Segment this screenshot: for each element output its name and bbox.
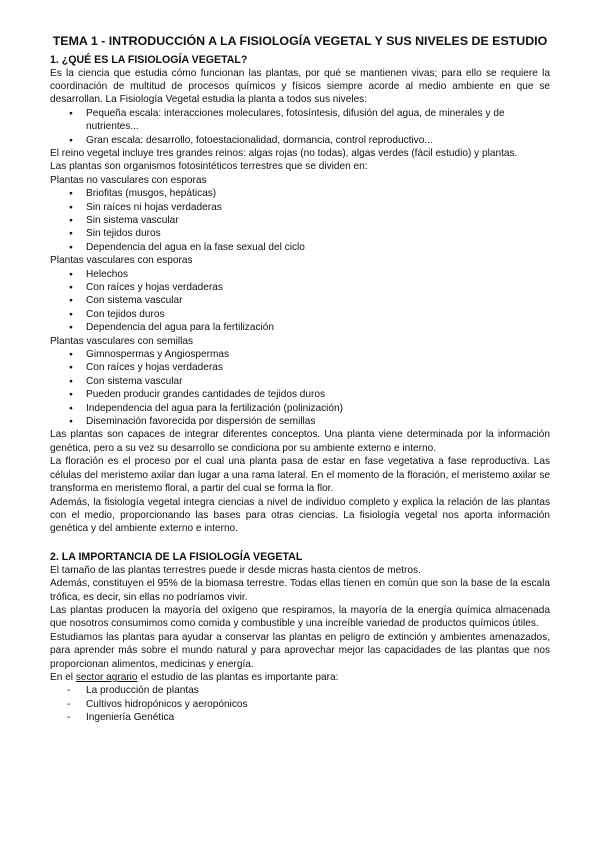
- uses-list: [50, 684, 550, 724]
- paragraph: Estudiamos las plantas para ayudar a conservar las plantas en peligro de extinción y ambientes amenazados, para aprender más sobre el mundo natural y para aprovechar mejor las capacidades de las plantas que nos proporcionan alimentos, medicinas y energía.: [50, 631, 550, 670]
- list-item: ● Con raíces y hojas verdaderas: [50, 361, 550, 374]
- list-item: - Cultivos hidropónicos y aeropónicos: [50, 698, 550, 711]
- document-title: TEMA 1 - INTRODUCCIÓN A LA FISIOLOGÍA VEGETAL Y SUS NIVELES DE ESTUDIO: [52, 34, 548, 48]
- group-1-list: [50, 187, 550, 254]
- group-2-list: [50, 268, 550, 335]
- levels-list: [50, 107, 550, 147]
- paragraph: Además, constituyen el 95% de la biomasa terrestre. Todas ellas tienen en común que son la base de la escala trófica, es decir, sin ellas no podríamos vivir.: [50, 578, 550, 603]
- list-item: ● Sin tejidos duros: [50, 227, 550, 240]
- text-run: En el: [50, 671, 76, 683]
- list-item: - Ingeniería Genética: [50, 711, 550, 724]
- list-item: ● Diseminación favorecida por dispersión de semillas: [50, 415, 550, 428]
- paragraph: Además, la fisiología vegetal integra ciencias a nivel de individuo completo y explica la relación de las plantas con el medio, proporcionando las bases para otras ciencias. La fisiología vegetal nos aporta información genética y del ambiente externo e interno.: [50, 496, 550, 535]
- list-item: ● Con raíces y hojas verdaderas: [50, 281, 550, 294]
- list-item: ● Con sistema vascular: [50, 375, 550, 388]
- list-item: ● Gran escala: desarrollo, fotoestacionalidad, dormancia, control reproductivo...: [50, 134, 550, 147]
- group-title: Plantas vasculares con semillas: [50, 335, 194, 347]
- paragraph: La floración es el proceso por el cual una planta pasa de estar en fase vegetativa a fase reproductiva. Las células del meristemo axilar dan lugar a una rama lateral. En el momento de la floración, el meristemo axilar se transforma en meristemo floral, a partir del cual se forma la flor.: [50, 456, 550, 495]
- list-item: ● Con sistema vascular: [50, 294, 550, 307]
- paragraph: Las plantas producen la mayoría del oxígeno que respiramos, la mayoría de la energía química almacenada que nosotros consumimos como comida y combustible y una increíble variedad de productos químicos útiles.: [50, 604, 550, 630]
- list-item: - La producción de plantas: [50, 684, 550, 697]
- list-item: ● Con tejidos duros: [50, 308, 550, 321]
- paragraph: Las plantas son capaces de integrar diferentes conceptos. Una planta viene determinada por la información genética, pero a su vez su desarrollo se condiciona por su ambiente externo e interno.: [50, 429, 550, 454]
- list-item: ● Pueden producir grandes cantidades de tejidos duros: [50, 388, 550, 401]
- list-item: ● Sin sistema vascular: [50, 214, 550, 227]
- list-item: ● Dependencia del agua para la fertilización: [50, 321, 550, 334]
- group-3-list: [50, 348, 550, 428]
- list-item: ● Dependencia del agua en la fase sexual del ciclo: [50, 241, 550, 254]
- list-item: ● Helechos: [50, 268, 550, 281]
- group-title: Plantas no vasculares con esporas: [50, 174, 207, 186]
- text-run: el estudio de las plantas es importante para:: [137, 671, 339, 683]
- paragraph: Es la ciencia que estudia cómo funcionan las plantas, por qué se mantienen vivas; para ello se requiere la coordinación de multitud de procesos químicos y físicos siempre acorde al medio ambiente en que se desarrollan. La Fisiología Vegetal estudia la planta a todos sus niveles:: [50, 67, 550, 106]
- section-2-heading: 2. LA IMPORTANCIA DE LA FISIOLOGÍA VEGETAL: [50, 550, 303, 563]
- list-item: ● Briofitas (musgos, hepáticas): [50, 187, 550, 200]
- sector-agrario-link[interactable]: sector agrario: [75, 671, 138, 683]
- paragraph: El tamaño de las plantas terrestres puede ir desde micras hasta cientos de metros.: [50, 564, 421, 576]
- paragraph: Las plantas son organismos fotosintéticos terrestres que se dividen en:: [50, 161, 368, 173]
- list-item: ● Gimnospermas y Angiospermas: [50, 348, 550, 361]
- list-item: ● Sin raíces ni hojas verdaderas: [50, 201, 550, 214]
- section-1-heading: 1. ¿QUÉ ES LA FISIOLOGÍA VEGETAL?: [50, 53, 248, 66]
- list-item: ● Independencia del agua para la fertilización (polinización): [50, 402, 550, 415]
- paragraph: El reino vegetal incluye tres grandes reinos: algas rojas (no todas), algas verdes (fácil estudio) y plantas.: [50, 147, 518, 159]
- list-item: ● Pequeña escala: interacciones moleculares, fotosíntesis, difusión del agua, de minerales y de nutrientes...: [50, 107, 550, 134]
- section-spacer: [50, 536, 550, 550]
- group-title: Plantas vasculares con esporas: [50, 255, 193, 267]
- paragraph: [50, 671, 550, 684]
